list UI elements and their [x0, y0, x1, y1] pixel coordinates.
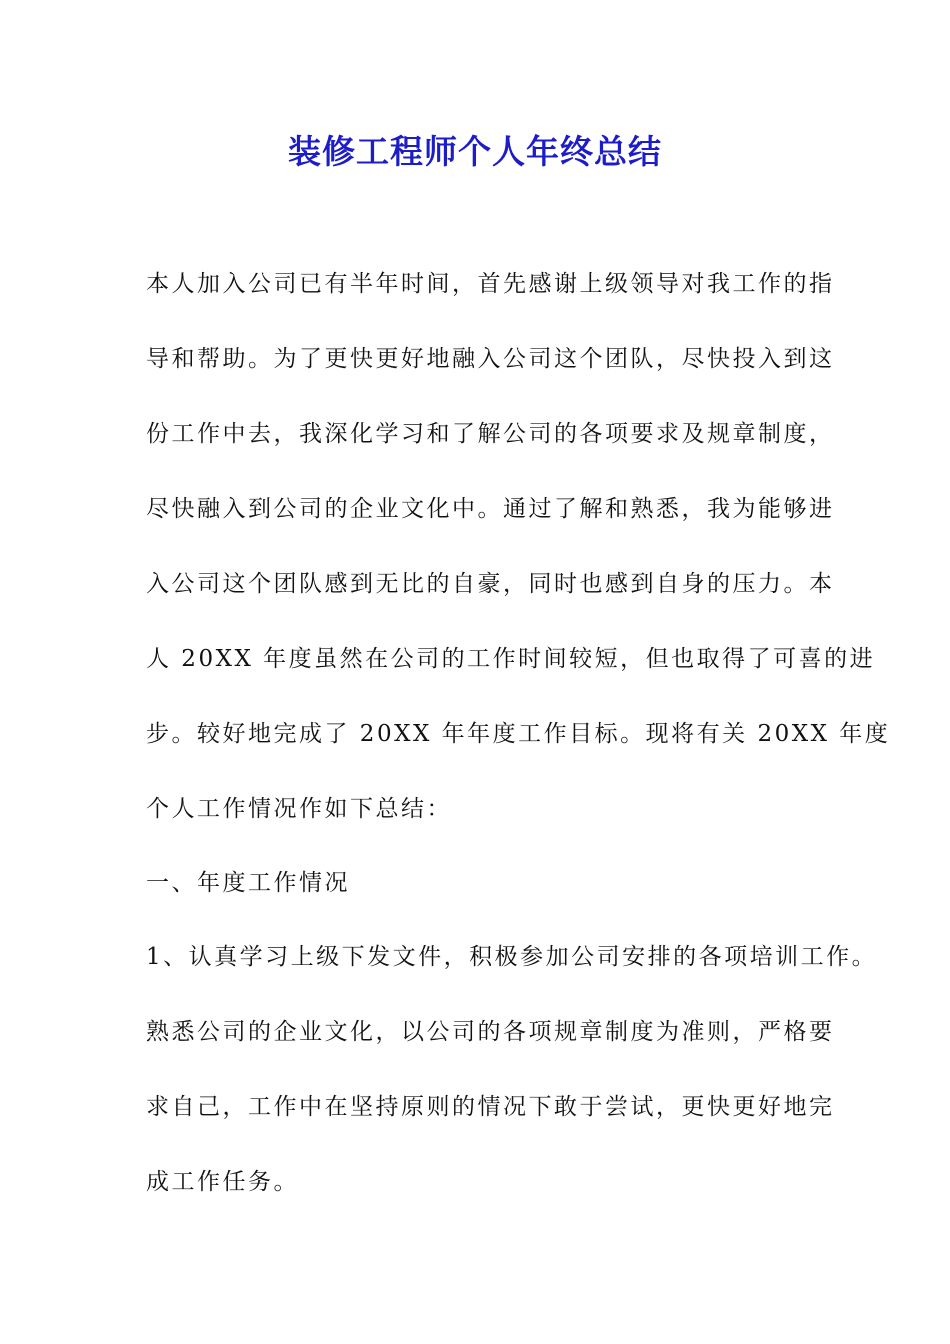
body-line-5: 入公司这个团队感到无比的自豪，同时也感到自身的压力。本	[146, 571, 835, 597]
section-heading: 一、年度工作情况	[146, 870, 350, 896]
body-line-10: 1、认真学习上级下发文件，积极参加公司安排的各项培训工作。	[146, 944, 878, 970]
body-line-3: 份工作中去，我深化学习和了解公司的各项要求及规章制度，	[146, 421, 835, 447]
body-line-7: 步。较好地完成了 20XX 年年度工作目标。现将有关 20XX 年度	[146, 721, 891, 747]
body-line-4: 尽快融入到公司的企业文化中。通过了解和熟悉，我为能够进	[146, 496, 835, 522]
body-line-11: 熟悉公司的企业文化，以公司的各项规章制度为准则，严格要	[146, 1019, 835, 1045]
body-line-8: 个人工作情况作如下总结：	[146, 796, 452, 822]
body-line-6: 人 20XX 年度虽然在公司的工作时间较短，但也取得了可喜的进	[146, 646, 876, 672]
body-line-2: 导和帮助。为了更快更好地融入公司这个团队，尽快投入到这	[146, 346, 835, 372]
document-title: 装修工程师个人年终总结	[288, 132, 662, 171]
body-line-1: 本人加入公司已有半年时间，首先感谢上级领导对我工作的指	[146, 271, 835, 297]
body-line-13: 成工作任务。	[146, 1169, 299, 1195]
body-line-12: 求自己，工作中在坚持原则的情况下敢于尝试，更快更好地完	[146, 1094, 835, 1120]
